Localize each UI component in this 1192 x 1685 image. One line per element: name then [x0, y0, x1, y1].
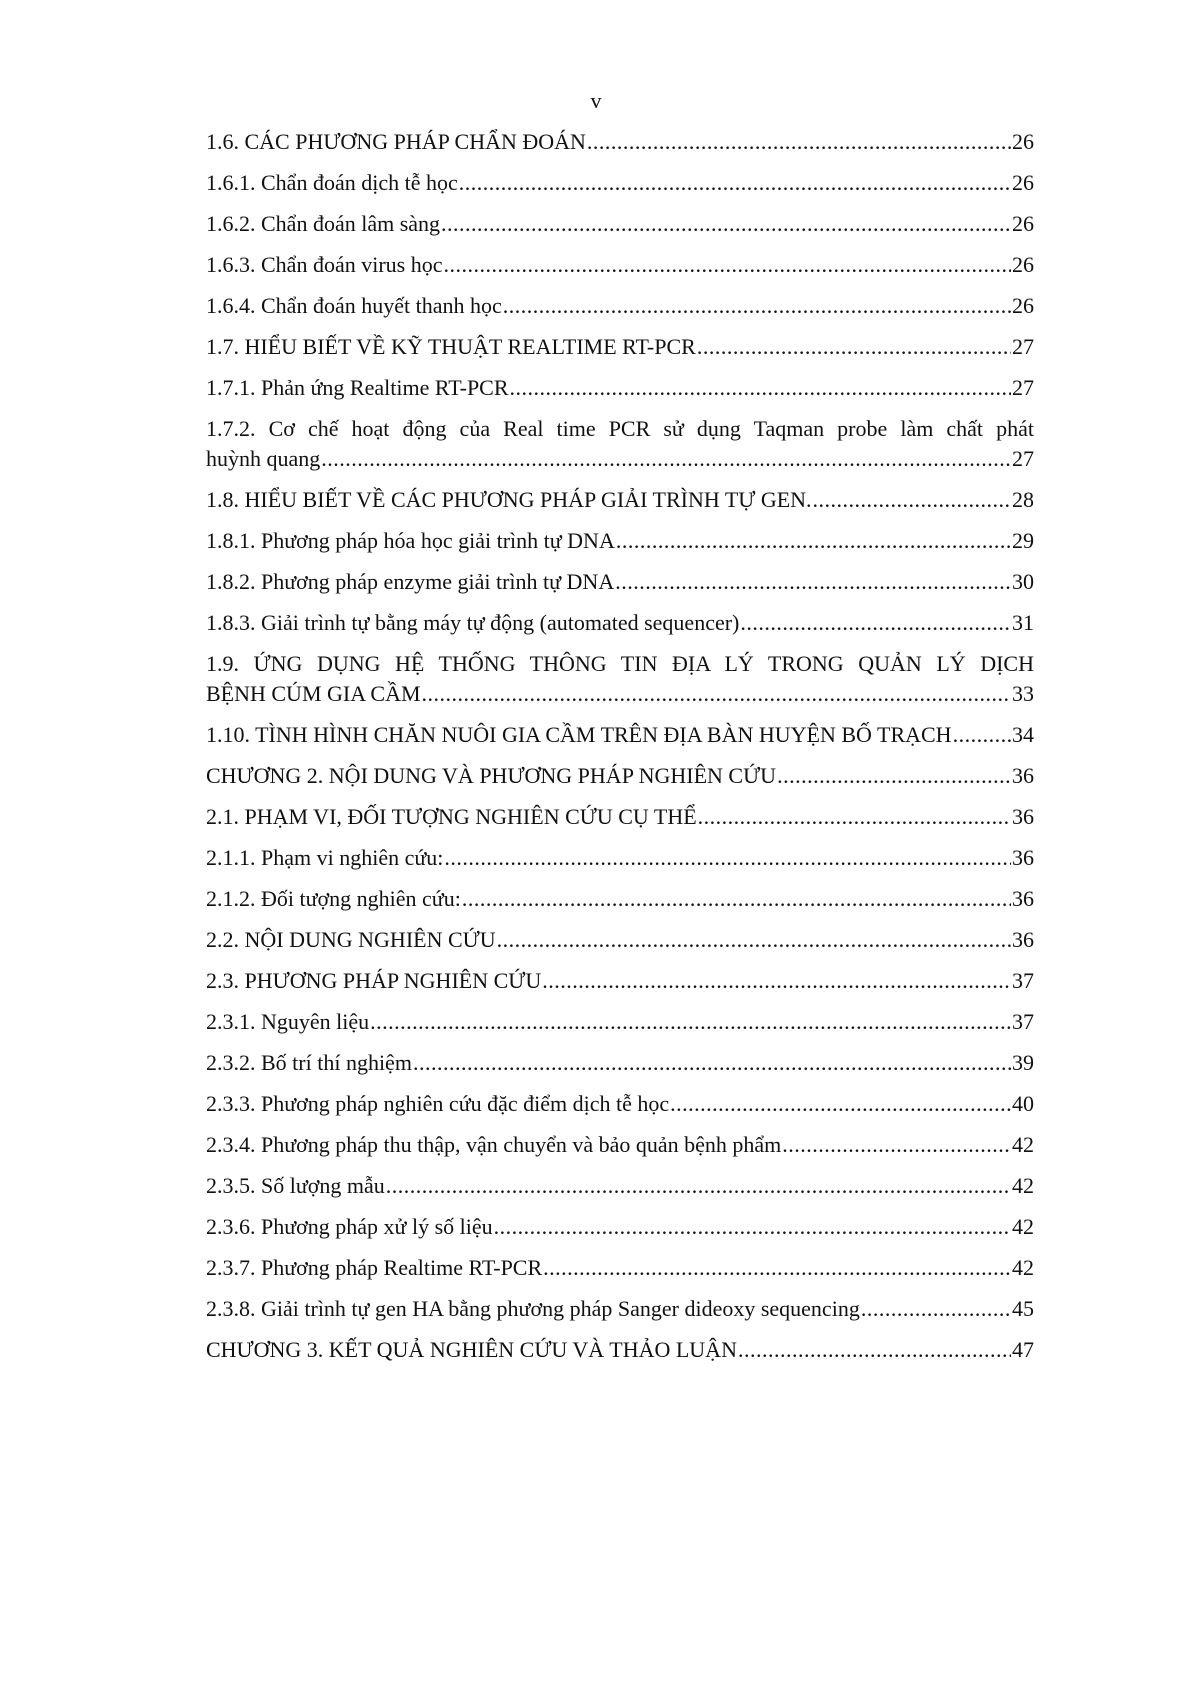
toc-entry-page: 40: [1012, 1091, 1034, 1116]
toc-entry[interactable]: [206, 332, 1034, 362]
toc-entry-title: 2.3.6. Phương pháp xử lý số liệu: [206, 1214, 493, 1239]
toc-entry[interactable]: [206, 649, 1034, 709]
toc-entry-page: 27: [1012, 334, 1034, 359]
toc-leader-dots: [953, 720, 1011, 750]
toc-entry-page: 30: [1012, 569, 1034, 594]
toc-entry-title: 1.7. HIỂU BIẾT VỀ KỸ THUẬT REALTIME RT-PCR: [206, 334, 696, 359]
toc-entry[interactable]: [206, 1212, 1034, 1242]
toc-leader-dots: [782, 1130, 1011, 1160]
toc-leader-dots: [444, 843, 1011, 873]
toc-entry[interactable]: [206, 567, 1034, 597]
toc-entry-title: CHƯƠNG 2. NỘI DUNG VÀ PHƯƠNG PHÁP NGHIÊN CỨU: [206, 763, 777, 788]
toc-entry-page: 33: [1012, 681, 1034, 706]
toc-leader-dots: [503, 291, 1011, 321]
toc-leader-dots: [441, 209, 1011, 239]
toc-entry-title: 1.6. CÁC PHƯƠNG PHÁP CHẨN ĐOÁN: [206, 129, 586, 154]
toc-leader-dots: [587, 127, 1011, 157]
toc-entry[interactable]: [206, 1007, 1034, 1037]
toc-entry[interactable]: [206, 761, 1034, 791]
toc-entry[interactable]: [206, 209, 1034, 239]
toc-entry-page: 28: [1012, 487, 1034, 512]
toc-entry[interactable]: [206, 720, 1034, 750]
toc-leader-dots: [813, 485, 1011, 515]
toc-entry-page: 27: [1012, 446, 1034, 471]
toc-entry-title: 2.3.7. Phương pháp Realtime RT-PCR: [206, 1255, 543, 1280]
toc-entry-page: 34: [1012, 722, 1034, 747]
toc-entry[interactable]: [206, 925, 1034, 955]
toc-entry-title: 1.6.3. Chẩn đoán virus học: [206, 252, 443, 277]
toc-leader-dots: [777, 761, 1011, 791]
toc-entry-title: 2.3. PHƯƠNG PHÁP NGHIÊN CỨU: [206, 968, 542, 993]
toc-entry[interactable]: [206, 127, 1034, 157]
toc-entry-title: 1.8.2. Phương pháp enzyme giải trình tự DNA: [206, 569, 615, 594]
toc-entry[interactable]: [206, 802, 1034, 832]
toc-entry-title: 2.3.8. Giải trình tự gen HA bằng phương pháp Sanger dideoxy sequencing: [206, 1296, 860, 1321]
toc-entry[interactable]: [206, 250, 1034, 280]
toc-entry-page: 36: [1012, 886, 1034, 911]
toc-entry-title: 2.3.4. Phương pháp thu thập, vận chuyển và bảo quản bệnh phẩm: [206, 1132, 782, 1157]
page-number: v: [590, 88, 602, 113]
toc-entry-page: 36: [1012, 804, 1034, 829]
toc-entry[interactable]: [206, 843, 1034, 873]
toc-leader-dots: [413, 1048, 1011, 1078]
toc-leader-dots: [462, 884, 1011, 914]
toc-entry[interactable]: [206, 485, 1034, 515]
toc-entry-title: 1.8.3. Giải trình tự bằng máy tự động (automated sequencer): [206, 610, 740, 635]
toc-leader-dots: [370, 1007, 1011, 1037]
toc-entry-title: 1.6.4. Chẩn đoán huyết thanh học: [206, 293, 502, 318]
toc-entry[interactable]: [206, 414, 1034, 474]
toc-leader-dots: [422, 679, 1011, 709]
toc-entry[interactable]: [206, 1048, 1034, 1078]
toc-entry-title: 1.10. TÌNH HÌNH CHĂN NUÔI GIA CẦM TRÊN ĐỊA BÀN HUYỆN BỐ TRẠCH: [206, 722, 952, 747]
toc-entry-page: 37: [1012, 968, 1034, 993]
toc-entry[interactable]: [206, 1089, 1034, 1119]
toc-entry-title: 2.1.1. Phạm vi nghiên cứu:: [206, 845, 444, 870]
toc-entry-title: 2.1. PHẠM VI, ĐỐI TƯỢNG NGHIÊN CỨU CỤ THỂ: [206, 804, 697, 829]
toc-leader-dots: [861, 1294, 1011, 1324]
toc-entry-title: 1.7.1. Phản ứng Realtime RT-PCR: [206, 375, 509, 400]
toc-entry[interactable]: [206, 168, 1034, 198]
toc-entry-title: 1.9. ỨNG DỤNG HỆ THỐNG THÔNG TIN ĐỊA LÝ TRONG QUẢN LÝ DỊCH: [206, 651, 1034, 676]
toc-entry-title: 2.3.5. Số lượng mẫu: [206, 1173, 385, 1198]
toc-entry-title: 1.8. HIỂU BIẾT VỀ CÁC PHƯƠNG PHÁP GIẢI TRÌNH TỰ GEN.: [206, 487, 812, 512]
toc-entry-page: 31: [1012, 610, 1034, 635]
toc-entry[interactable]: [206, 1294, 1034, 1324]
toc-leader-dots: [543, 1253, 1011, 1283]
toc-leader-dots: [616, 526, 1011, 556]
toc-entry-title: 1.8.1. Phương pháp hóa học giải trình tự DNA: [206, 528, 615, 553]
toc-entry-title-continued: huỳnh quang: [206, 446, 321, 471]
toc-entry-page: 27: [1012, 375, 1034, 400]
toc-entry-title: 1.7.2. Cơ chế hoạt động của Real time PCR sử dụng Taqman probe làm chất phát: [206, 416, 1034, 441]
toc-leader-dots: [542, 966, 1011, 996]
toc-entry-page: 47: [1012, 1337, 1034, 1362]
toc-entry-title-continued: BỆNH CÚM GIA CẦM: [206, 681, 421, 706]
toc-entry[interactable]: [206, 291, 1034, 321]
toc-leader-dots: [615, 567, 1011, 597]
toc-entry-page: 42: [1012, 1255, 1034, 1280]
toc-entry-title: CHƯƠNG 3. KẾT QUẢ NGHIÊN CỨU VÀ THẢO LUẬN: [206, 1337, 737, 1362]
toc-entry-title: 2.3.3. Phương pháp nghiên cứu đặc điểm dịch tễ học: [206, 1091, 670, 1116]
toc-entry-page: 37: [1012, 1009, 1034, 1034]
toc-leader-dots: [459, 168, 1011, 198]
toc-entry-page: 26: [1012, 252, 1034, 277]
toc-entry-page: 26: [1012, 129, 1034, 154]
toc-entry[interactable]: [206, 884, 1034, 914]
toc-leader-dots: [697, 332, 1011, 362]
toc-entry[interactable]: [206, 608, 1034, 638]
toc-entry-page: 42: [1012, 1173, 1034, 1198]
toc-entry-page: 26: [1012, 211, 1034, 236]
toc-entry[interactable]: [206, 1130, 1034, 1160]
toc-entry-title: 2.3.2. Bố trí thí nghiệm: [206, 1050, 412, 1075]
table-of-contents: [206, 127, 1034, 1376]
toc-entry-title: 1.6.1. Chẩn đoán dịch tễ học: [206, 170, 458, 195]
toc-leader-dots: [497, 925, 1011, 955]
toc-leader-dots: [510, 373, 1011, 403]
toc-leader-dots: [386, 1171, 1011, 1201]
toc-entry-page: 42: [1012, 1214, 1034, 1239]
toc-entry-page: 26: [1012, 293, 1034, 318]
toc-entry[interactable]: [206, 1335, 1034, 1365]
toc-entry-page: 26: [1012, 170, 1034, 195]
toc-entry-page: 29: [1012, 528, 1034, 553]
toc-entry[interactable]: [206, 966, 1034, 996]
toc-entry[interactable]: [206, 526, 1034, 556]
toc-entry-page: 42: [1012, 1132, 1034, 1157]
toc-entry-page: 39: [1012, 1050, 1034, 1075]
toc-entry-page: 45: [1012, 1296, 1034, 1321]
toc-leader-dots: [321, 444, 1011, 474]
toc-leader-dots: [443, 250, 1011, 280]
toc-entry-title: 2.1.2. Đối tượng nghiên cứu:: [206, 886, 461, 911]
toc-leader-dots: [670, 1089, 1011, 1119]
toc-leader-dots: [698, 802, 1011, 832]
toc-entry-title: 2.3.1. Nguyên liệu: [206, 1009, 370, 1034]
toc-entry-title: 2.2. NỘI DUNG NGHIÊN CỨU: [206, 927, 496, 952]
toc-leader-dots: [494, 1212, 1011, 1242]
toc-entry[interactable]: [206, 373, 1034, 403]
toc-entry-page: 36: [1012, 763, 1034, 788]
toc-entry-page: 36: [1012, 845, 1034, 870]
toc-leader-dots: [738, 1335, 1011, 1365]
toc-entry[interactable]: [206, 1171, 1034, 1201]
toc-entry-page: 36: [1012, 927, 1034, 952]
toc-entry[interactable]: [206, 1253, 1034, 1283]
toc-entry-title: 1.6.2. Chẩn đoán lâm sàng: [206, 211, 441, 236]
toc-leader-dots: [740, 608, 1011, 638]
